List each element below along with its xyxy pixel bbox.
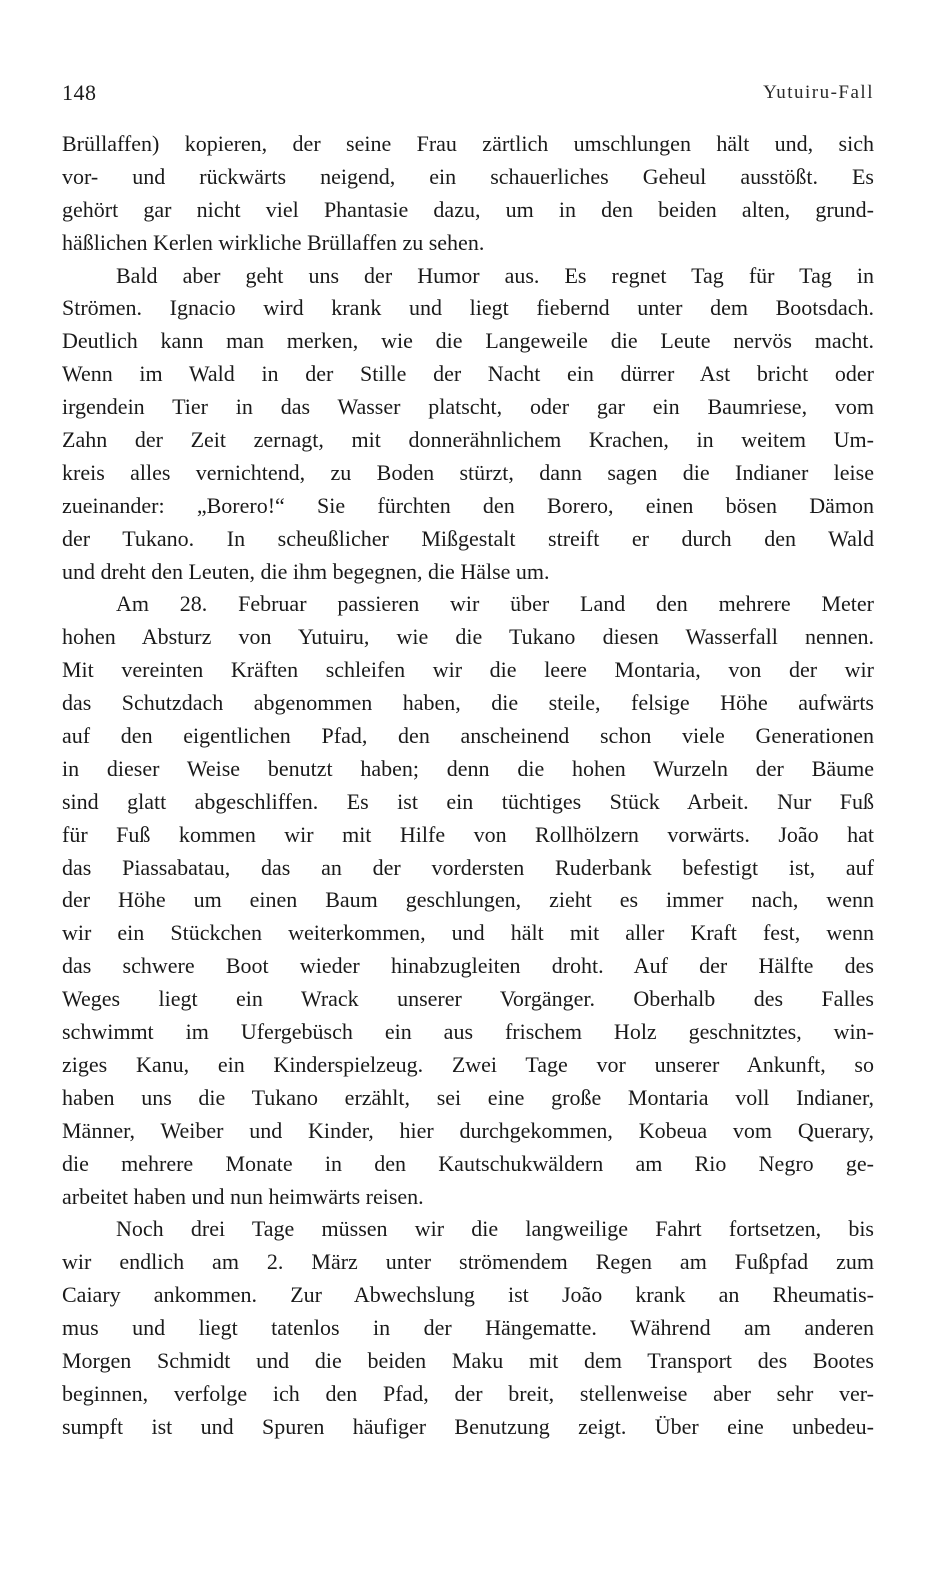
text-line: gehört gar nicht viel Phantasie dazu, um in den beiden alten, grund- <box>62 196 874 222</box>
text-line: Strömen. Ignacio wird krank und liegt fiebernd unter dem Bootsdach. <box>62 295 874 321</box>
text-line: sumpft ist und Spuren häufiger Benutzung zeigt. Über eine unbedeu- <box>62 1413 874 1439</box>
text-line: hohen Absturz von Yutuiru, wie die Tukano diesen Wasserfall nennen. <box>62 624 874 650</box>
text-line: für Fuß kommen wir mit Hilfe von Rollhölzern vorwärts. João hat <box>62 821 874 847</box>
text-line: wir ein Stückchen weiterkommen, und hält mit aller Kraft fest, wenn <box>62 920 874 946</box>
text-line: arbeitet haben und nun heimwärts reisen. <box>62 1183 424 1209</box>
text-line: Am 28. Februar passieren wir über Land den mehrere Meter <box>116 591 874 617</box>
text-line: Deutlich kann man merken, wie die Langeweile die Leute nervös macht. <box>62 328 874 354</box>
text-line: Noch drei Tage müssen wir die langweilige Fahrt fortsetzen, bis <box>116 1216 874 1242</box>
text-line: kreis alles vernichtend, zu Boden stürzt, dann sagen die Indianer leise <box>62 459 874 485</box>
text-line: Caiary ankommen. Zur Abwechslung ist João krank an Rheumatis- <box>62 1282 874 1308</box>
text-line: beginnen, verfolge ich den Pfad, der breit, stellenweise aber sehr ver- <box>62 1380 874 1406</box>
text-line: der Höhe um einen Baum geschlungen, zieht es immer nach, wenn <box>62 887 874 913</box>
text-line: vor- und rückwärts neigend, ein schauerliches Geheul ausstößt. Es <box>62 163 874 189</box>
text-line: das Piassabatau, das an der vordersten Ruderbank befestigt ist, auf <box>62 854 874 880</box>
running-title: Yutuiru-Fall <box>763 82 874 103</box>
body-text <box>62 128 874 1444</box>
text-line: das Schutzdach abgenommen haben, die steile, felsige Höhe aufwärts <box>62 690 874 716</box>
page-number: 148 <box>62 80 97 105</box>
text-line: ziges Kanu, ein Kinderspielzeug. Zwei Tage vor unserer Ankunft, so <box>62 1051 874 1077</box>
page-header <box>62 80 874 110</box>
text-line: Wenn im Wald in der Stille der Nacht ein dürrer Ast bricht oder <box>62 361 874 387</box>
text-line: Zahn der Zeit zernagt, mit donnerähnlichem Krachen, in weitem Um- <box>62 427 874 453</box>
text-line: Brüllaffen) kopieren, der seine Frau zärtlich umschlungen hält und, sich <box>62 131 874 156</box>
text-line: irgendein Tier in das Wasser platscht, oder gar ein Baumriese, vom <box>62 394 874 420</box>
text-line: schwimmt im Ufergebüsch ein aus frischem Holz geschnitztes, win- <box>62 1019 874 1045</box>
text-line: zueinander: „Borero!“ Sie fürchten den Borero, einen bösen Dämon <box>62 492 874 518</box>
text-line: haben uns die Tukano erzählt, sei eine große Montaria voll Indianer, <box>62 1084 874 1110</box>
text-line: wir endlich am 2. März unter strömendem Regen am Fußpfad zum <box>62 1249 874 1275</box>
text-line: häßlichen Kerlen wirkliche Brüllaffen zu sehen. <box>62 229 485 255</box>
text-line: das schwere Boot wieder hinabzugleiten droht. Auf der Hälfte des <box>62 953 874 979</box>
text-line: sind glatt abgeschliffen. Es ist ein tüchtiges Stück Arbeit. Nur Fuß <box>62 788 874 814</box>
text-line: Weges liegt ein Wrack unserer Vorgänger. Oberhalb des Falles <box>62 986 874 1012</box>
text-line: Bald aber geht uns der Humor aus. Es regnet Tag für Tag in <box>116 262 874 288</box>
text-line: die mehrere Monate in den Kautschukwäldern am Rio Negro ge- <box>62 1150 874 1176</box>
text-line: der Tukano. In scheußlicher Mißgestalt streift er durch den Wald <box>62 525 874 551</box>
text-line: Männer, Weiber und Kinder, hier durchgekommen, Kobeua vom Querary, <box>62 1117 874 1143</box>
text-line: in dieser Weise benutzt haben; denn die hohen Wurzeln der Bäume <box>62 755 874 781</box>
text-line: auf den eigentlichen Pfad, den anscheinend schon viele Generationen <box>62 723 874 749</box>
text-line: Mit vereinten Kräften schleifen wir die leere Montaria, von der wir <box>62 657 874 683</box>
text-line: und dreht den Leuten, die ihm begegnen, die Hälse um. <box>62 558 550 584</box>
text-line: Morgen Schmidt und die beiden Maku mit dem Transport des Bootes <box>62 1347 874 1373</box>
text-line: mus und liegt tatenlos in der Hängematte. Während am anderen <box>62 1315 874 1341</box>
